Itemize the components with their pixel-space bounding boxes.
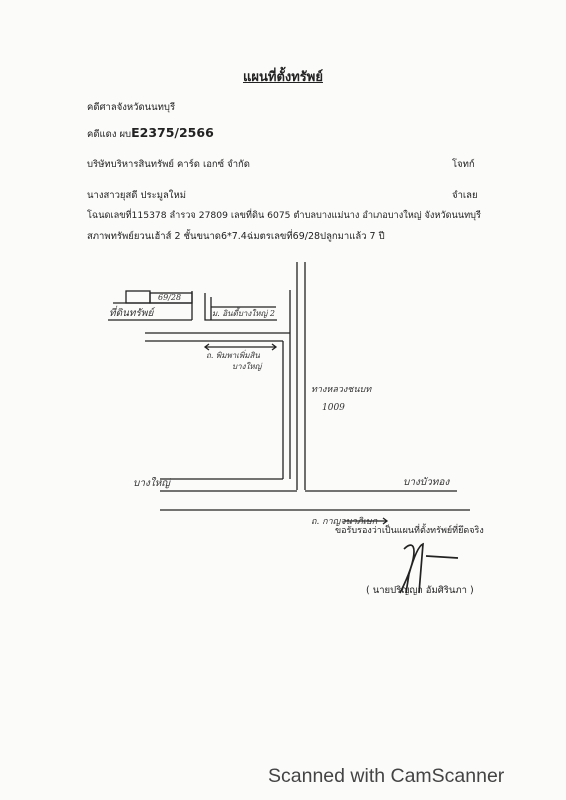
left-destination: บางใหญ่: [133, 478, 170, 489]
village-label: ม. อินดี้บางใหญ่ 2: [212, 309, 275, 318]
main-road-label: ทางหลวงชนบท: [311, 385, 372, 395]
defendant-name: นางสาวยุสดี ประมูลใหม่: [87, 190, 186, 201]
document-title: แผนที่ตั้งทรัพย์: [243, 70, 323, 85]
certification-statement: ขอรับรองว่าเป็นแผนที่ตั้งทรัพย์ที่ยึดจริง: [335, 526, 484, 536]
deed-line: โฉนดเลขที่115378 ลำรวจ 27809 เลขที่ดิน 6075 ตำบลบางแม่นาง อำเภอบางใหญ่ จังหวัดนนทบุรี: [87, 210, 481, 221]
property-label: ที่ดินทรัพย์: [109, 308, 154, 319]
case-number: E2375/2566: [131, 125, 214, 140]
camscanner-watermark: Scanned with CamScanner: [268, 765, 505, 787]
main-road-number: 1009: [322, 403, 345, 413]
defendant-role: จำเลย: [452, 190, 478, 201]
soi-label: ถ. พิมพาเพิ่มสิน: [206, 351, 260, 360]
bottom-road-label: ถ. กาญจนาภิเษก: [311, 517, 378, 527]
plaintiff-role: โจทก์: [452, 159, 475, 170]
court-line: คดีศาลจังหวัดนนทบุรี: [87, 102, 176, 113]
soi-label-2: บางใหญ่: [232, 362, 262, 371]
plaintiff-name: บริษัทบริหารสินทรัพย์ คาร์ด เอกซ์ จำกัด: [87, 159, 250, 170]
right-destination: บางบัวทอง: [403, 477, 450, 488]
house-number: 69/28: [158, 293, 182, 302]
house-block: [126, 291, 150, 303]
signer-name: ( นายปริญญา อัมศิรินภา ): [366, 585, 474, 596]
case-prefix: คดีแดง ผบ: [87, 129, 132, 140]
property-line: สภาพทรัพย์ยวนเฮ้าส์ 2 ชั้นขนาด6*7.4ฉ่มตรเลขที่69/28ปลูกมาแล้ว 7 ปี: [87, 231, 385, 242]
